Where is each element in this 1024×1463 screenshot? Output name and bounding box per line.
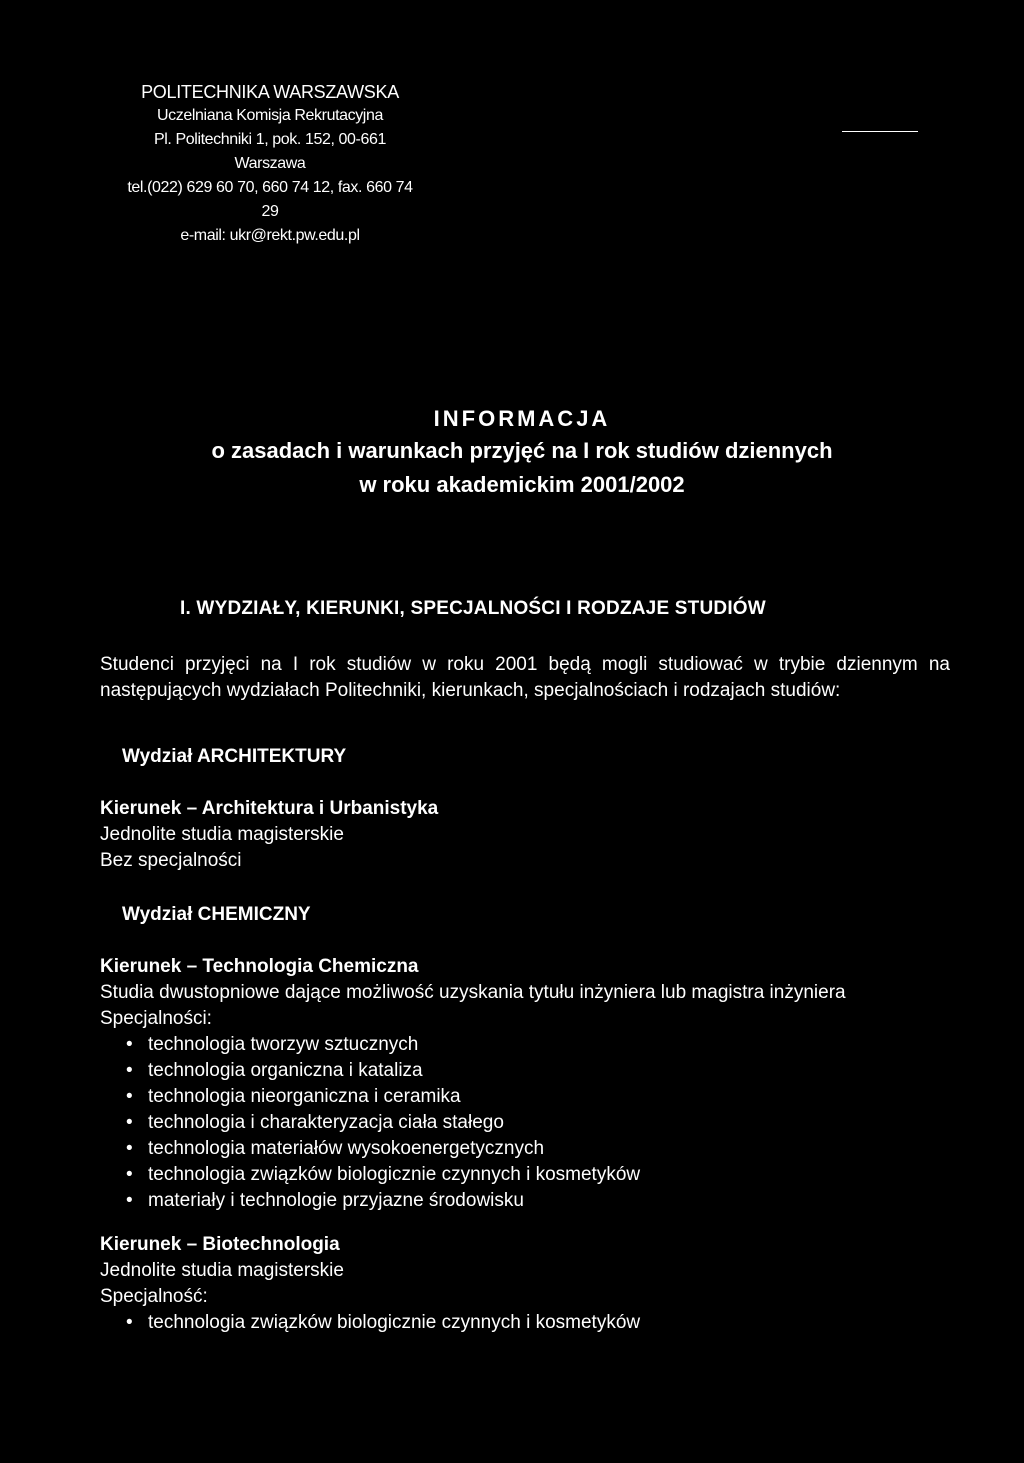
title-subject: o zasadach i warunkach przyjęć na I rok studiów dziennych xyxy=(211,438,833,463)
phone-fax: tel.(022) 629 60 70, 660 74 12, fax. 660 74 29 xyxy=(127,179,413,220)
bullet-icon: • xyxy=(126,1164,133,1185)
specialty-list xyxy=(100,1032,950,1214)
faculty-heading: Wydział ARCHITEKTURY xyxy=(122,746,347,767)
bullet-icon: • xyxy=(126,1060,133,1081)
document-title xyxy=(100,404,944,502)
specialty-label: Bez specjalności xyxy=(100,850,242,871)
list-item xyxy=(100,1110,950,1136)
specialty-list xyxy=(100,1310,950,1336)
list-item xyxy=(100,1162,950,1188)
list-item xyxy=(100,1136,950,1162)
specialty-label: Specjalność: xyxy=(100,1286,208,1307)
section-heading: I. WYDZIAŁY, KIERUNKI, SPECJALNOŚCI I RODZAJE STUDIÓW xyxy=(180,598,766,619)
faculty-heading: Wydział CHEMICZNY xyxy=(122,904,311,925)
specialty-text: materiały i technologie przyjazne środowisku xyxy=(148,1190,524,1211)
list-item xyxy=(100,1188,950,1214)
specialty-text: technologia organiczna i kataliza xyxy=(148,1060,423,1081)
institution-header xyxy=(120,80,420,248)
list-item xyxy=(100,1084,950,1110)
study-type: Studia dwustopniowe dające możliwość uzyskania tytułu inżyniera lub magistra inżyniera xyxy=(100,982,846,1003)
specialty-text: technologia tworzyw sztucznych xyxy=(148,1034,419,1055)
direction-title: Kierunek – Architektura i Urbanistyka xyxy=(100,798,439,819)
bullet-icon: • xyxy=(126,1112,133,1133)
bullet-icon: • xyxy=(126,1190,133,1211)
list-item xyxy=(100,1310,950,1336)
office-name: Uczelniana Komisja Rekrutacyjna xyxy=(157,107,383,124)
list-item xyxy=(100,1032,950,1058)
direction-title: Kierunek – Biotechnologia xyxy=(100,1234,340,1255)
specialty-text: technologia i charakteryzacja ciała stałego xyxy=(148,1112,504,1133)
bullet-icon: • xyxy=(126,1138,133,1159)
bullet-icon: • xyxy=(126,1034,133,1055)
organization-name: POLITECHNIKA WARSZAWSKA xyxy=(141,82,399,102)
study-type: Jednolite studia magisterskie xyxy=(100,824,344,845)
specialty-text: technologia związków biologicznie czynnych i kosmetyków xyxy=(148,1312,641,1333)
intro-paragraph: Studenci przyjęci na I rok studiów w roku 2001 będą mogli studiować w trybie dziennym na następujących wydziałach Politechniki, kierunkach, specjalnościach i rodzajach studiów: xyxy=(100,654,950,701)
specialty-text: technologia związków biologicznie czynnych i kosmetyków xyxy=(148,1164,641,1185)
specialty-text: technologia materiałów wysokoenergetycznych xyxy=(148,1138,545,1159)
title-informacja: INFORMACJA xyxy=(433,406,611,431)
document-body xyxy=(100,652,950,1336)
header-rule-line xyxy=(842,131,918,132)
specialty-text: technologia nieorganiczna i ceramika xyxy=(148,1086,461,1107)
bullet-icon: • xyxy=(126,1086,133,1107)
list-item xyxy=(100,1058,950,1084)
specialty-label: Specjalności: xyxy=(100,1008,212,1029)
bullet-icon: • xyxy=(126,1312,133,1333)
title-academic-year: w roku akademickim 2001/2002 xyxy=(359,472,685,497)
email-address: e-mail: ukr@rekt.pw.edu.pl xyxy=(180,227,360,244)
direction-title: Kierunek – Technologia Chemiczna xyxy=(100,956,419,977)
address: Pl. Politechniki 1, pok. 152, 00-661 Warszawa xyxy=(154,131,386,172)
study-type: Jednolite studia magisterskie xyxy=(100,1260,344,1281)
